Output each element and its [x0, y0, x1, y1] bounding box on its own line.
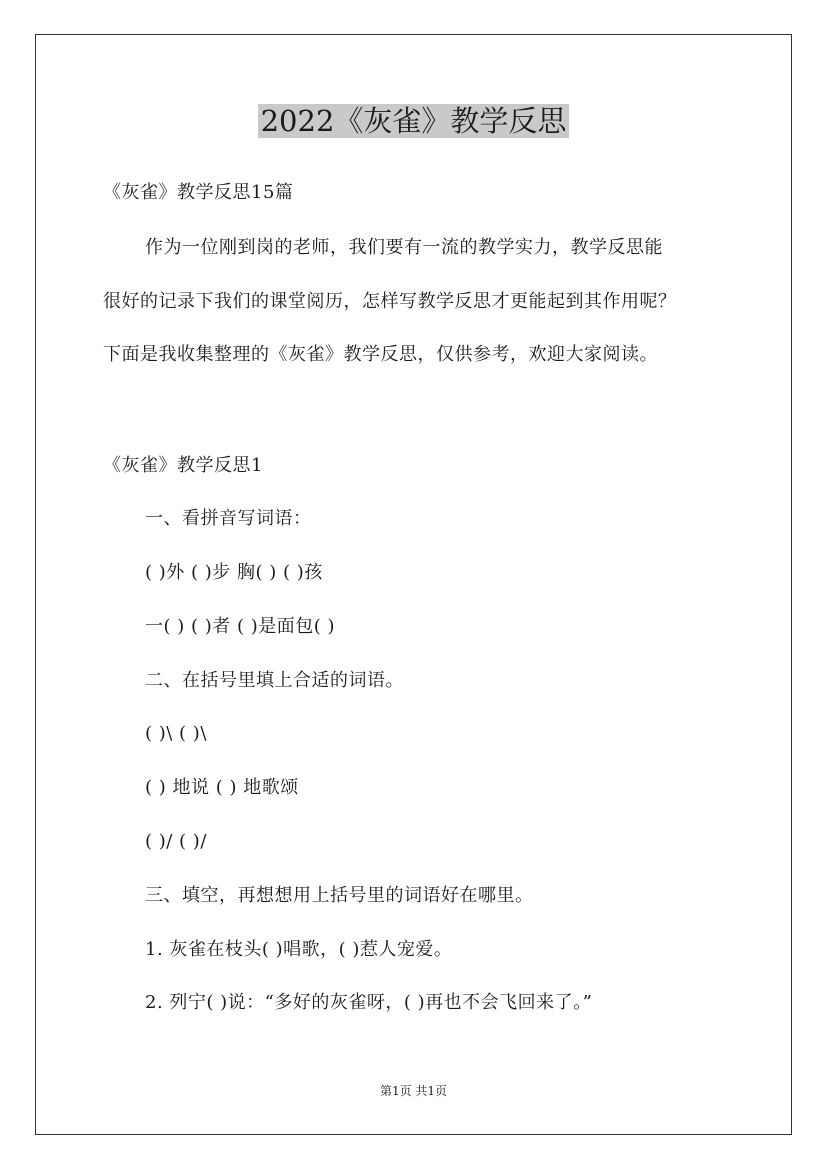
exercise-heading-3: 三、填空，再想想用上括号里的词语好在哪里。 — [145, 885, 534, 906]
document-title — [0, 100, 827, 142]
exercise-line: ( )\ ( )\ — [145, 723, 207, 744]
subtitle: 《灰雀》教学反思15篇 — [103, 182, 294, 203]
exercise-line: ( )/ ( )/ — [145, 831, 207, 852]
exercise-line: ( ) 地说 ( ) 地歌颂 — [145, 777, 299, 798]
page-footer: 第1页 共1页 — [379, 1084, 448, 1098]
exercise-heading-1: 一、看拼音写词语： — [145, 508, 312, 529]
exercise-heading-2: 二、在括号里填上合适的词语。 — [145, 670, 404, 691]
intro-line-2: 很好的记录下我们的课堂阅历，怎样写教学反思才更能起到其作用呢？ — [103, 291, 677, 312]
intro-line-3: 下面是我收集整理的《灰雀》教学反思，仅供参考，欢迎大家阅读。 — [103, 344, 658, 365]
exercise-line: 一( ) ( )者 ( )是面包( ) — [145, 616, 336, 637]
exercise-line: ( )外 ( )步 胸( ) ( )孩 — [145, 562, 323, 583]
exercise-line: 2. 列宁( )说：“多好的灰雀呀，( )再也不会飞回来了。” — [145, 992, 593, 1013]
intro-line-1: 作为一位刚到岗的老师，我们要有一流的教学实力，教学反思能 — [145, 237, 663, 258]
document-title-text: 2022《灰雀》教学反思 — [258, 104, 570, 138]
exercise-line: 1. 灰雀在枝头( )唱歌，( )惹人宠爱。 — [145, 939, 453, 960]
section-heading: 《灰雀》教学反思1 — [103, 455, 263, 476]
